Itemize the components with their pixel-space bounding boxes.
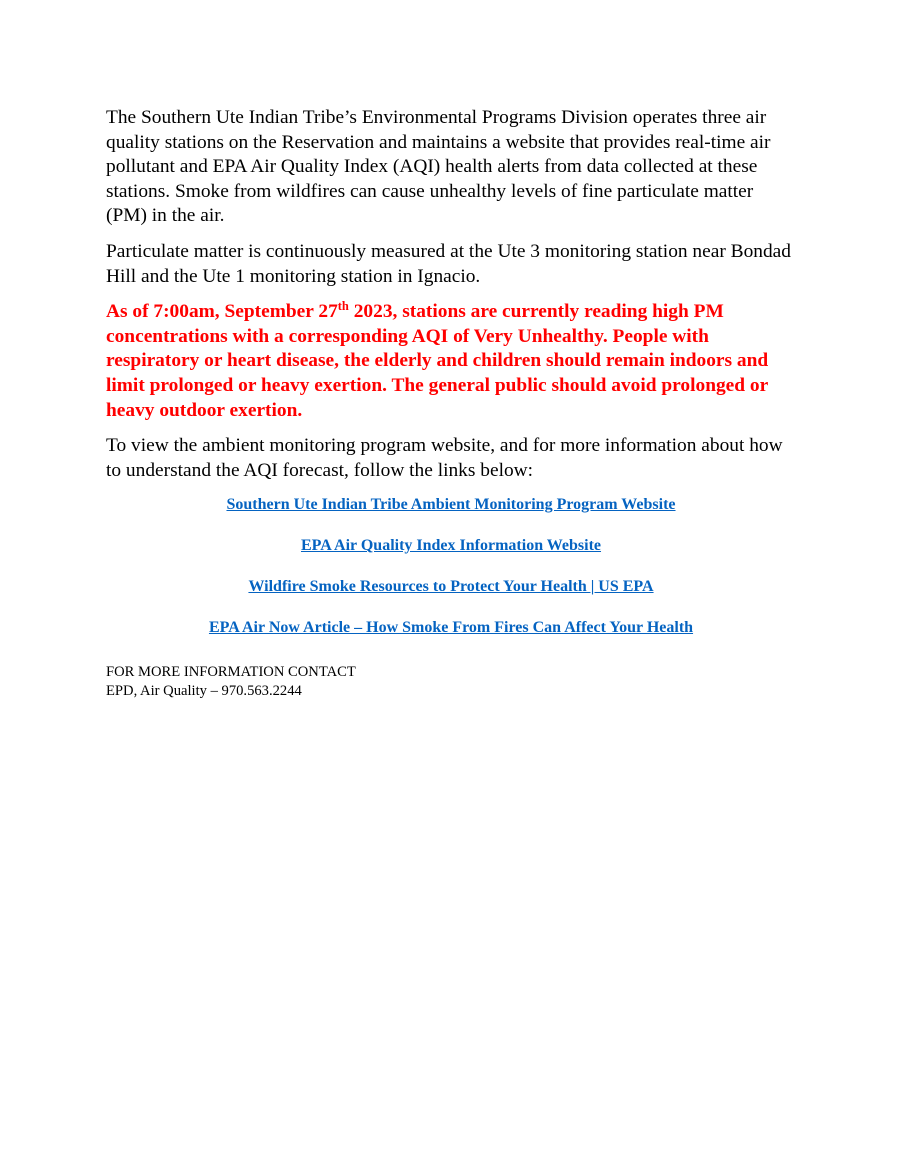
monitoring-paragraph: Particulate matter is continuously measured at the Ute 3 monitoring station near Bondad Hill and the Ute 1 monitoring station in Ignacio. [106,240,791,287]
contact-line: EPD, Air Quality – 970.563.2244 [106,683,302,700]
intro-paragraph: The Southern Ute Indian Tribe’s Environmental Programs Division operates three air quality stations on the Reservation and maintains a website that provides real-time air pollutant and EPA Air Quality Index (AQI) health alerts from data collected at these stations. Smoke from wildfires can cause unhealthy levels of fine particulate matter (PM) in the air. [106,107,771,227]
alert-ordinal-suffix: th [337,299,349,314]
resource-links [106,495,796,638]
link-wildfire-smoke-resources[interactable]: Wildfire Smoke Resources to Protect Your Health | US EPA [248,578,654,596]
air-quality-alert [106,300,796,423]
document-body [106,106,796,701]
alert-text-end: 2023, stations are currently reading high PM concentrations with a corresponding AQI of Very Unhealthy. People with respiratory or heart disease, the elderly and children should remain indoors and limit prolonged or heavy exertion. The general public should avoid prolonged or heavy outdoor exertion. [106,301,769,421]
contact-heading: FOR MORE INFORMATION CONTACT [106,664,356,681]
link-airnow-smoke-article[interactable]: EPA Air Now Article – How Smoke From Fires Can Affect Your Health [208,619,694,637]
links-intro-paragraph: To view the ambient monitoring program website, and for more information about how to understand the AQI forecast, follow the links below: [106,435,783,481]
alert-text-start: As of 7:00am, September 27 [106,301,338,323]
contact-block [106,663,796,701]
link-ambient-monitoring-website[interactable]: Southern Ute Indian Tribe Ambient Monitoring Program Website [226,496,676,514]
link-epa-aqi-information[interactable]: EPA Air Quality Index Information Website [300,537,602,555]
